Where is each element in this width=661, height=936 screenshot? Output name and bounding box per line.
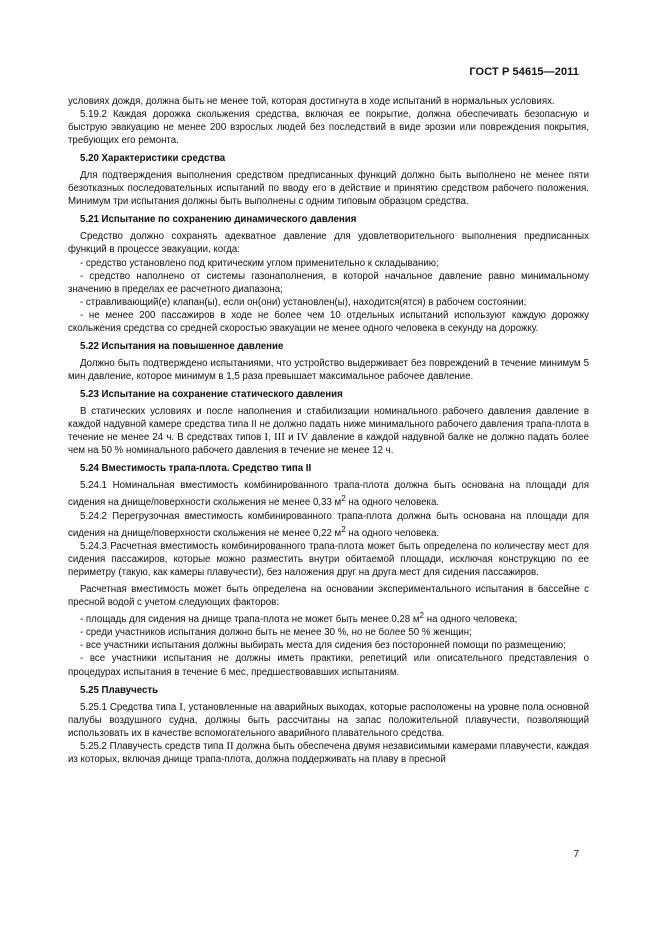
text-run: должна быть обеспечена двумя независимыми камерами плавучести, каждая из которых, включая днище трапа-плота, должна поддерживать на плаву в пресной: [68, 740, 589, 765]
section-heading-5-20: 5.20 Характеристики средства: [80, 153, 226, 165]
list-item: - среди участников испытания должно быть не менее 30 %, но не более 50 % женщин;: [80, 627, 472, 639]
list-item: [68, 609, 589, 626]
paragraph: условиях дождя, должна быть не менее той, которая достигнута в ходе испытаний в нормальных условиях.: [68, 96, 555, 107]
list-item: - стравливающий(е) клапан(ы), если он(они) установлен(ы), находится(ятся) в рабочем состоянии;: [80, 296, 527, 308]
section-heading-5-25: 5.25 Плавучесть: [80, 684, 159, 696]
text-run: - площадь для сидения на днище трапа-плота не может быть менее 0,28 м: [80, 614, 420, 626]
roman-numeral: II: [226, 739, 234, 752]
section-heading-5-22: 5.22 Испытания на повышенное давление: [80, 340, 284, 352]
superscript: 2: [341, 494, 346, 504]
roman-numeral: IV: [296, 431, 309, 444]
text-run: В статических условиях и после наполнения и стабилизации номинального рабочего давления давление в каждой надувной камере средства типа II не должно падать ниже минимального рабочего давления трапа-плота в течение не менее 24 ч. В средствах типов: [68, 405, 589, 444]
list-item: - средство наполнено от системы газонаполнения, в которой начальное давление равно минимальному значению в пределах ее расчетного диапазона;: [68, 270, 589, 295]
list-item: - средство установлено под критическим углом применительно к складыванию;: [80, 257, 439, 269]
text-run: на одного человека.: [345, 497, 440, 509]
roman-numeral: I: [179, 700, 183, 713]
section-heading-5-21: 5.21 Испытание по сохранению динамического давления: [80, 214, 357, 226]
paragraph: [68, 405, 589, 457]
list-item: - все участники испытания должны выбирать места для сидения без посторонней помощи по размещению;: [80, 640, 566, 652]
roman-numeral: I: [264, 431, 269, 444]
text-run: ,: [268, 432, 274, 444]
text-run: 5.24.2 Перегрузочная вместимость комбинированного трапа-плота должна быть основана на площади для сидения на днище/поверхности скольжения не менее 0,22 м: [68, 510, 589, 539]
text-run: давление в каждой надувной балке не должно падать более чем на 50 % номинального рабочего давления в течение не менее 12 ч.: [68, 432, 589, 457]
section-heading-5-24: 5.24 Вместимость трапа-плота. Средство типа II: [80, 463, 312, 475]
document-body: [68, 95, 589, 766]
clause-5-24-2: [68, 510, 589, 540]
section-heading-5-23: 5.23 Испытание на сохранение статического давления: [80, 388, 343, 400]
text-run: 5.25.2 Плавучесть средств типа: [80, 740, 227, 752]
paragraph: Расчетная вместимость может быть определена на основании экспериментального испытания в бассейне с пресной водой с учетом следующих факторов:: [68, 584, 589, 609]
list-item: - не менее 200 пассажиров в ходе не более чем 10 отдельных испытаний используют каждую дорожку скольжения средства со средней скоростью эвакуации не менее одного человека в секунду на дорожку.: [68, 309, 589, 334]
paragraph: Для подтверждения выполнения средством предписанных функций должно быть выполнено не менее пяти безотказных последовательных испытаний по вводу его в действие и принятию средством рабочего положения. Минимум три испытания должны быть выполнены с одним типовым образцом средства.: [68, 170, 589, 208]
text-run: и: [284, 432, 297, 444]
document-code-header: ГОСТ Р 54615—2011: [469, 66, 579, 78]
page-number: 7: [573, 849, 579, 860]
clause-5-25-2: [68, 740, 589, 766]
clause-5-25-1: [68, 701, 589, 740]
text-run: , установленные на аварийных выходах, которые расположены на уровне пола основной палубы воздушного судна, должны быть рассчитаны на запас положительной плавучести, позволяющий использовать их в качестве вспомогательного аварийного плавательного средства.: [68, 701, 589, 739]
superscript: 2: [341, 524, 346, 534]
text-run: 5.24.1 Номинальная вместимость комбинированного трапа-плота должна быть основана на площади для сидения на днище/поверхности скольжения не менее 0,33 м: [68, 480, 589, 509]
clause-5-24-1: [68, 479, 589, 509]
roman-numeral: III: [273, 431, 285, 444]
text-run: на одного человека;: [424, 614, 518, 626]
text-run: 5.25.1 Средства типа: [80, 701, 180, 713]
superscript: 2: [419, 611, 425, 621]
text-run: на одного человека.: [345, 527, 440, 539]
list-item: - все участники испытания не должны иметь практики, репетиций или описательного представления о процедурах испытания в течение 6 мес, предшествовавших испытаниям.: [68, 653, 589, 678]
clause-5-19-2: 5.19.2 Каждая дорожка скольжения средства, включая ее покрытие, должна обеспечивать безопасную и быструю эвакуацию не менее 200 взрослых людей без последствий в виде эрозии или повреждения покрытия, требующих его ремонта.: [68, 109, 589, 147]
paragraph: Должно быть подтверждено испытаниями, что устройство выдерживает без повреждений в течение минимум 5 мин давление, которое минимум в 1,5 раза превышает максимальное рабочее давление.: [68, 357, 589, 382]
paragraph: Средство должно сохранять адекватное давление для удовлетворительного выполнения предписанных функций в процессе эвакуации, когда:: [68, 231, 589, 256]
clause-5-24-3: 5.24.3 Расчетная вместимость комбинированного трапа-плота может быть определена по количеству мест для сидения пассажиров, которые можно разместить внутри обитаемой площади, исключая конструкцию по ее периметру (такую, как камеры плавучести), без наложения друг на друга мест для сидения пассажиров.: [68, 540, 589, 578]
